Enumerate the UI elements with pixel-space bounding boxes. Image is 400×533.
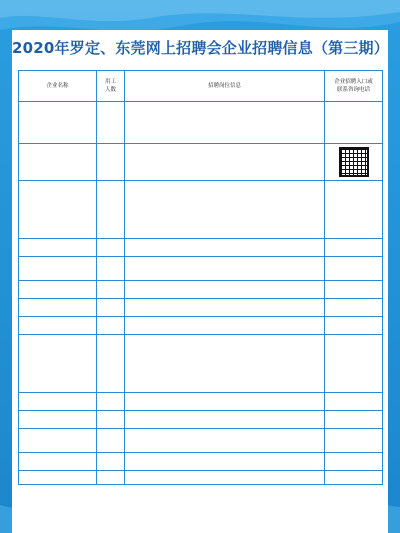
detail-cell-text — [125, 363, 324, 365]
company-cell — [19, 257, 97, 281]
contact-cell — [325, 102, 383, 144]
contact-cell — [325, 429, 383, 453]
table-row — [19, 257, 383, 281]
contact-cell — [325, 453, 383, 471]
detail-cell — [125, 411, 325, 429]
count-cell — [97, 453, 125, 471]
count-cell — [97, 411, 125, 429]
header-detail: 招聘岗位信息 — [125, 71, 325, 102]
detail-cell-text — [125, 461, 324, 463]
company-cell — [19, 144, 97, 181]
table-row — [19, 471, 383, 485]
company-cell — [19, 471, 97, 485]
header-contact: 企业招聘入口或 联系咨询电话 — [325, 71, 383, 102]
contact-cell — [325, 471, 383, 485]
header-count: 用工 人数 — [97, 71, 125, 102]
contact-cell — [325, 393, 383, 411]
count-cell — [97, 335, 125, 393]
contact-cell — [325, 239, 383, 257]
count-cell — [97, 429, 125, 453]
contact-cell — [325, 299, 383, 317]
table-row — [19, 144, 383, 181]
company-cell — [19, 102, 97, 144]
company-cell — [19, 393, 97, 411]
company-cell — [19, 411, 97, 429]
detail-cell-text — [125, 247, 324, 249]
count-cell — [97, 471, 125, 485]
table-row — [19, 239, 383, 257]
detail-cell — [125, 299, 325, 317]
count-cell — [97, 102, 125, 144]
page-title: 2020年罗定、东莞网上招聘会企业招聘信息（第三期） — [12, 39, 389, 57]
table-row — [19, 453, 383, 471]
company-cell — [19, 181, 97, 239]
job-table — [18, 70, 383, 485]
contact-cell — [325, 411, 383, 429]
detail-cell-text — [125, 289, 324, 291]
header-company: 企业名称 — [19, 71, 97, 102]
table-row — [19, 281, 383, 299]
count-cell — [97, 393, 125, 411]
contact-cell — [325, 257, 383, 281]
table-header — [19, 71, 383, 102]
table-row — [19, 429, 383, 453]
table-row — [19, 393, 383, 411]
company-cell — [19, 299, 97, 317]
count-cell — [97, 144, 125, 181]
detail-cell-text — [125, 161, 324, 163]
detail-cell-text — [125, 307, 324, 309]
company-cell — [19, 335, 97, 393]
table-row — [19, 317, 383, 335]
detail-cell-text — [125, 122, 324, 124]
detail-cell — [125, 471, 325, 485]
detail-cell-text — [125, 477, 324, 479]
count-cell — [97, 181, 125, 239]
detail-cell-text — [125, 440, 324, 442]
detail-cell — [125, 453, 325, 471]
detail-cell — [125, 393, 325, 411]
detail-cell-text — [125, 268, 324, 270]
contact-cell — [325, 281, 383, 299]
detail-cell — [125, 317, 325, 335]
detail-cell — [125, 239, 325, 257]
detail-cell — [125, 102, 325, 144]
contact-cell — [325, 181, 383, 239]
count-cell — [97, 317, 125, 335]
table-row — [19, 411, 383, 429]
detail-cell-text — [125, 325, 324, 327]
qr-code-icon[interactable] — [339, 147, 369, 177]
contact-cell — [325, 317, 383, 335]
detail-cell — [125, 181, 325, 239]
contact-cell — [325, 335, 383, 393]
count-cell — [97, 299, 125, 317]
count-cell — [97, 257, 125, 281]
content-sheet — [12, 30, 388, 533]
detail-cell — [125, 144, 325, 181]
detail-cell-text — [125, 401, 324, 403]
table-row — [19, 335, 383, 393]
count-cell — [97, 281, 125, 299]
detail-cell — [125, 257, 325, 281]
count-cell — [97, 239, 125, 257]
table-row — [19, 299, 383, 317]
table-row — [19, 102, 383, 144]
company-cell — [19, 281, 97, 299]
detail-cell — [125, 429, 325, 453]
company-cell — [19, 429, 97, 453]
detail-cell — [125, 335, 325, 393]
detail-cell-text — [125, 419, 324, 421]
company-cell — [19, 239, 97, 257]
company-cell — [19, 317, 97, 335]
table-row — [19, 181, 383, 239]
contact-cell — [325, 144, 383, 181]
company-cell — [19, 453, 97, 471]
detail-cell — [125, 281, 325, 299]
detail-cell-text — [125, 209, 324, 211]
